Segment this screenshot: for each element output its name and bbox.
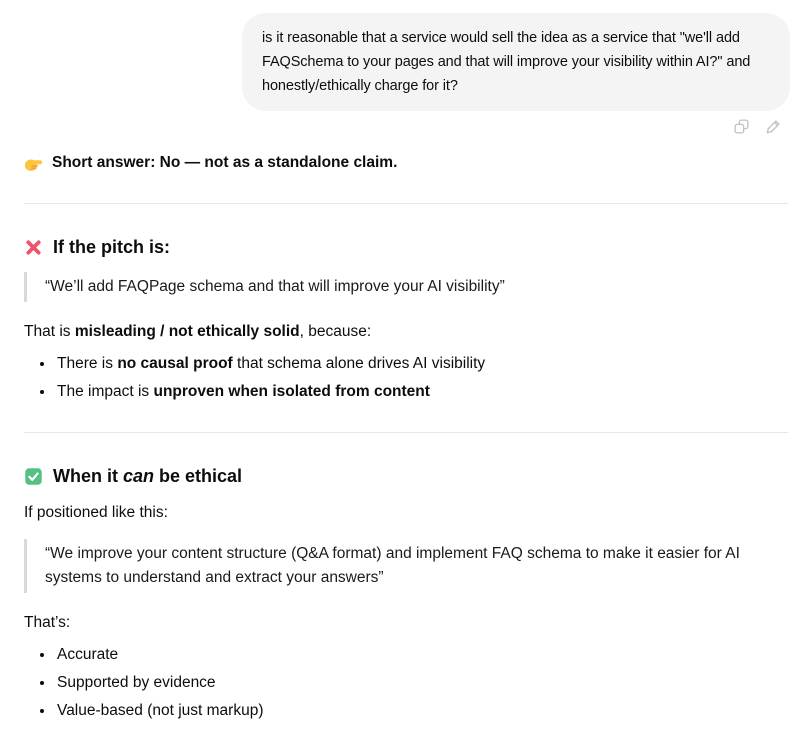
pitch-quote-text: “We’ll add FAQPage schema and that will improve your AI visibility”: [45, 278, 505, 295]
list-item: • Accurate: [55, 643, 788, 667]
user-message-text: is it reasonable that a service would sell the idea as a service that "we'll add FAQSchema to your pages and that will improve your visibility within AI?" and honestly/ethically charge for it?: [262, 30, 751, 94]
pitch-quote: [24, 272, 788, 302]
heading-pre: When it: [53, 466, 123, 486]
bullet-text: The impact is: [57, 383, 154, 400]
bullet-text: that schema alone drives AI visibility: [232, 355, 486, 372]
ethical-bullet-list: [24, 643, 788, 723]
pitch-bullet-list: [24, 352, 788, 404]
message-actions: [0, 111, 808, 139]
bullet-bold: unproven when isolated from content: [153, 383, 430, 400]
cross-mark-icon: [24, 238, 43, 257]
ethical-quote: [24, 539, 788, 593]
claim-suffix: , because:: [299, 323, 372, 340]
short-answer-text: Short answer: No — not as a standalone claim.: [52, 154, 398, 171]
short-answer: [24, 151, 788, 175]
pitch-heading-text: If the pitch is:: [53, 237, 170, 257]
divider: [24, 203, 788, 204]
edit-icon: [765, 118, 782, 135]
check-mark-icon: [24, 467, 43, 486]
pointing-right-finger-icon: [24, 154, 43, 173]
divider: [24, 432, 788, 433]
user-message-row: [0, 0, 808, 111]
copy-icon: [733, 118, 750, 135]
positioning-intro: If positioned like this:: [24, 504, 168, 521]
user-message-bubble: [242, 13, 790, 111]
ethical-quote-text: “We improve your content structure (Q&A format) and implement FAQ schema to make it easier for AI systems to understand and extract your answers”: [45, 545, 740, 586]
copy-button[interactable]: [728, 114, 754, 140]
ethical-section-heading: [24, 463, 788, 489]
list-item: [55, 380, 788, 404]
assistant-message: [0, 151, 808, 723]
claim-prefix: That is: [24, 323, 75, 340]
ethical-list-intro: That’s:: [24, 614, 71, 631]
pitch-section-heading: [24, 234, 788, 260]
heading-post: be ethical: [154, 466, 243, 486]
claim-bold: misleading / not ethically solid: [74, 323, 300, 340]
list-item: [55, 352, 788, 376]
bullet-bold: no causal proof: [117, 355, 233, 372]
bullet-text: There is: [57, 355, 118, 372]
list-item: • Value-based (not just markup): [55, 699, 788, 723]
heading-italic: can: [123, 466, 155, 486]
list-item: • Supported by evidence: [55, 671, 788, 695]
edit-button[interactable]: [760, 114, 786, 140]
ethical-heading-text: [53, 463, 242, 489]
pitch-claim: [24, 320, 788, 344]
